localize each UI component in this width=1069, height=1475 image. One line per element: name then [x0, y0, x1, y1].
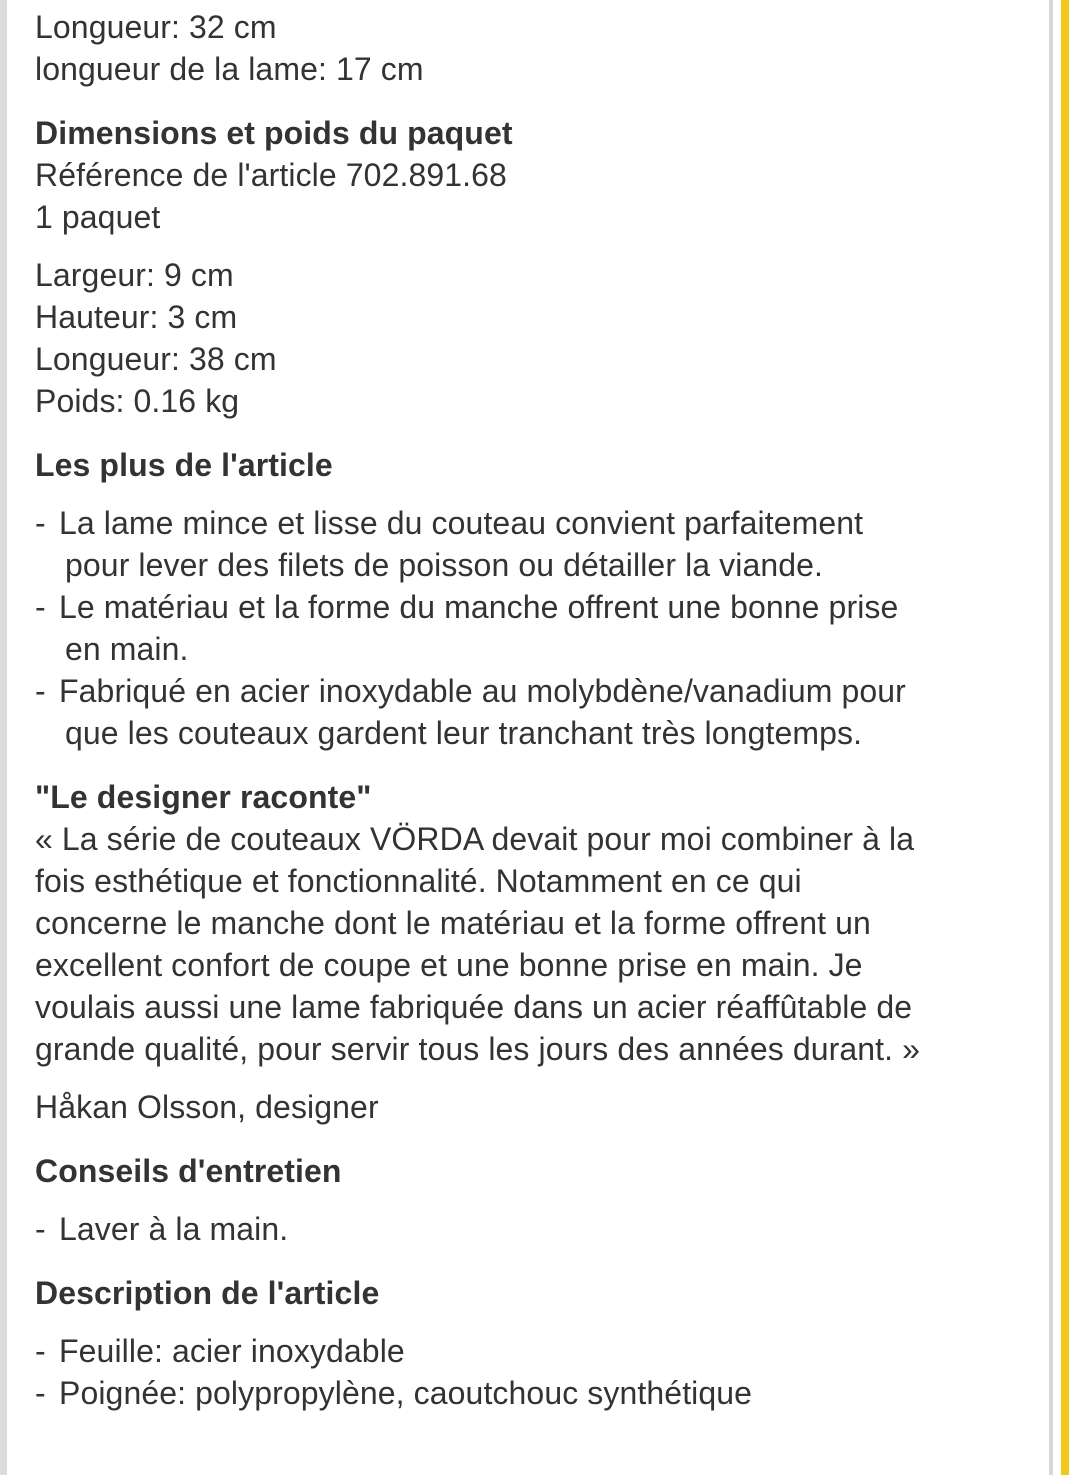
list-item — [35, 1372, 1035, 1414]
bullet-dash: - — [35, 1375, 46, 1411]
package-count: 1 paquet — [35, 199, 161, 235]
list-item — [35, 502, 1035, 586]
article-reference: Référence de l'article 702.891.68 — [35, 157, 507, 193]
list-item-text: Feuille: acier inoxydable — [59, 1333, 405, 1369]
bullet-dash: - — [35, 673, 46, 709]
designer-heading: "Le designer raconte" — [35, 779, 372, 815]
bullet-dash: - — [35, 1333, 46, 1369]
list-item-text: en main. — [65, 631, 189, 667]
designer-quote-line: concerne le manche dont le matériau et la forme offrent un — [35, 905, 871, 941]
list-item — [35, 586, 1035, 670]
designer-quote-line: « La série de couteaux VÖRDA devait pour moi combiner à la — [35, 821, 915, 857]
product-details — [35, 0, 1035, 1414]
package-height: Hauteur: 3 cm — [35, 299, 238, 335]
list-item-text: Le matériau et la forme du manche offrent une bonne prise — [59, 589, 899, 625]
package-weight: Poids: 0.16 kg — [35, 383, 240, 419]
list-item — [35, 1330, 1035, 1372]
list-item — [35, 670, 1035, 754]
care-heading: Conseils d'entretien — [35, 1153, 342, 1189]
list-item-text: Fabriqué en acier inoxydable au molybdène/vanadium pour — [59, 673, 906, 709]
bullet-dash: - — [35, 505, 46, 541]
designer-signature: Håkan Olsson, designer — [35, 1089, 379, 1125]
designer-quote-line: grande qualité, pour servir tous les jours des années durant. » — [35, 1031, 921, 1067]
scrollbar-thumb[interactable] — [1061, 0, 1069, 1475]
designer-quote-line: voulais aussi une lame fabriquée dans un acier réaffûtable de — [35, 989, 913, 1025]
blade-length: longueur de la lame: 17 cm — [35, 51, 424, 87]
list-item-text: La lame mince et lisse du couteau convient parfaitement — [59, 505, 864, 541]
bullet-dash: - — [35, 589, 46, 625]
list-item — [35, 1208, 1035, 1250]
article-length: Longueur: 32 cm — [35, 9, 277, 45]
benefits-heading: Les plus de l'article — [35, 447, 333, 483]
designer-quote-line: fois esthétique et fonctionnalité. Notamment en ce qui — [35, 863, 802, 899]
left-edge-divider — [0, 0, 7, 1475]
list-item-text: Laver à la main. — [59, 1211, 289, 1247]
bullet-dash: - — [35, 1211, 46, 1247]
package-width: Largeur: 9 cm — [35, 257, 234, 293]
list-item-text: que les couteaux gardent leur tranchant très longtemps. — [65, 715, 863, 751]
description-heading: Description de l'article — [35, 1275, 380, 1311]
list-item-text: Poignée: polypropylène, caoutchouc synthétique — [59, 1375, 753, 1411]
designer-quote-line: excellent confort de coupe et une bonne prise en main. Je — [35, 947, 863, 983]
package-length: Longueur: 38 cm — [35, 341, 277, 377]
list-item-text: pour lever des filets de poisson ou détailler la viande. — [65, 547, 824, 583]
package-dimensions-heading: Dimensions et poids du paquet — [35, 115, 513, 151]
